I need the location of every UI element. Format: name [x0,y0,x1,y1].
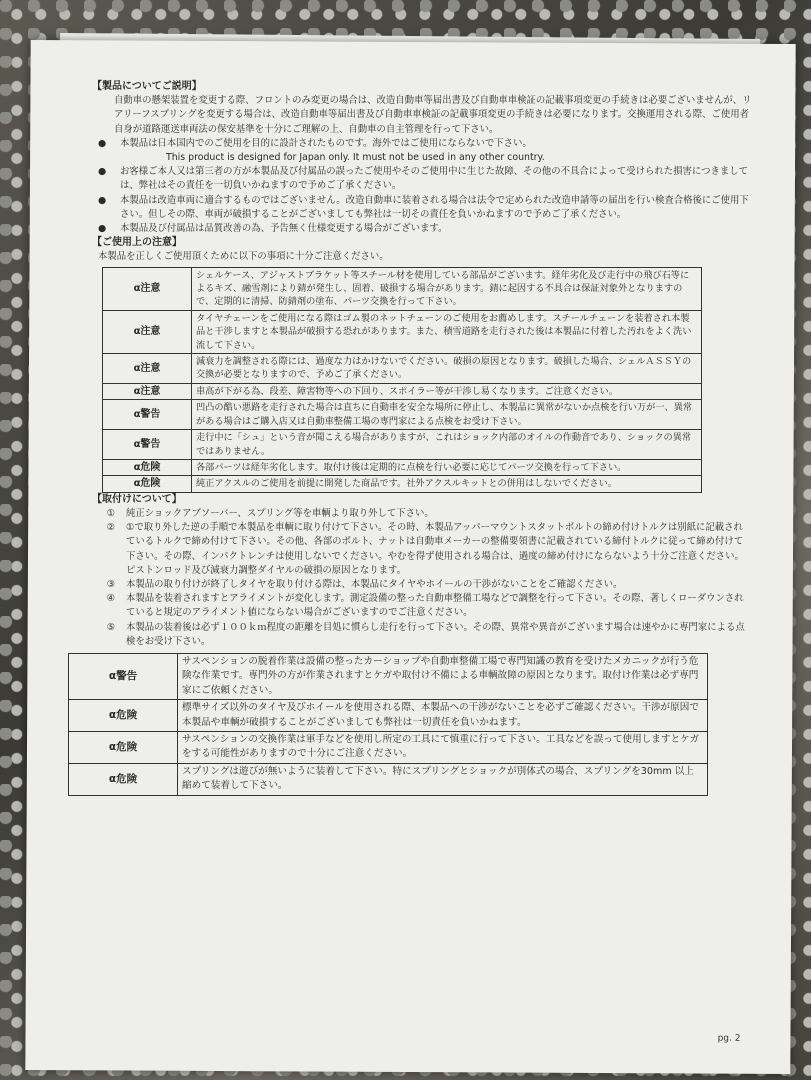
section-heading-product: 【製品についてご説明】 [92,81,202,92]
table-row [103,310,702,353]
warning-text: 各部パーツは経年劣化します。取付け後は定期的に点検を行い必要に応じてパーツ交換を行って下さい。 [192,459,702,475]
bullet-icon: ● [98,223,107,235]
section-heading-installation: 【取付けについて】 [92,493,182,505]
warning-level: α危険 [69,763,178,795]
step-text: 純正ショックアブソーバー、スプリング等を車輌より取り外して下さい。 [126,507,434,519]
table-row [103,354,702,384]
bullet-item [92,222,752,236]
table-row [103,383,702,399]
warning-level: α注意 [103,354,192,384]
usage-warning-table [102,267,702,493]
table-row [103,267,702,310]
warning-level: α警告 [103,400,192,430]
warning-text: サスペンションの交換作業は軍手などを使用し所定の工具にて慎重に行って下さい。工具などを誤って使用しますとケガをする可能性がありますので十分にご注意ください。 [178,732,708,764]
table-row [69,732,708,764]
step-text: 本製品の取り付けが終了しタイヤを取り付ける際は、本製品にタイヤやホイールの干渉がないことをご確認ください。 [126,578,623,590]
bullet-item [92,194,752,222]
warning-text: タイヤチェーンをご使用になる際はゴム製のネットチェーンのご使用をお薦めします。スチールチェーンを装着され本製品と干渉しますと本製品が破損する恐れがあります。また、積雪道路を走行された後は本製品に付着した汚れをよく洗い流して下さい。 [192,310,702,353]
section-heading-usage: 【ご使用上の注意】 [92,237,182,249]
bullet-item [92,165,752,193]
table-row [103,400,702,430]
step-number: ② [106,522,116,534]
product-intro: 自動車の懸架装置を変更する際、フロントのみ変更の場合は、改造自動車等届出書及び自動車車検証の記載事項変更の手続きは必要ございませんが、リアリーフスプリングを変更する場合は、改造自動車等届出書及び自動車車検証の記載事項変更の手続きは必要になります。交換運用される際、ご使用者自身が道路運送車両法の保安基準を十分にご理解の上、自動車の自主管理を行って下さい。 [114,95,752,135]
document-content [92,80,752,796]
warning-text: 純正アクスルのご使用を前提に開発した商品です。社外アクスルキットとの併用はしないでください。 [192,476,702,492]
bullet-icon: ● [98,137,107,149]
step-text: ①で取り外した逆の手順で本製品を車輌に取り付けて下さい。その時、本製品アッパーマウントスタットボルトの締め付けトルクは別紙に記載されているトルクで締め付けて下さい。その他、各部のボルト、ナットは自動車メーカーの整備要領書に記載されている締付トルクに従って締め付けて下さい。その際、インパクトレンチは使用しないでください。やむを得ず使用される場合は、過度の締め付けにならないよう十分ご注意ください。ピストンロッド及び減衰力調整ダイヤルの破損の原因となります。 [126,522,744,576]
installation-step [92,507,752,521]
warning-text: 凹凸の酷い悪路を走行された場合は直ちに自動車を安全な場所に停止し、本製品に異常がないか点検を行い万が一、異常がある場合はご購入店又は自動車整備工場の専門家による点検をお受け下さい。 [192,400,702,430]
table-row [69,653,708,699]
warning-text: シェルケース、アジャストブラケット等スチール材を使用している部品がございます。経年劣化及び走行中の飛び石等によるキズ、融雪剤により錆が発生し、固着、破損する場合があります。錆に起因する不具合は保証対象外となりますので、定期的に清掃、防錆剤の塗布、パーツ交換を行って下さい。 [192,267,702,310]
bullet-icon: ● [98,166,107,178]
table-row [69,763,708,795]
installation-warning-table [68,653,708,796]
warning-level: α警告 [103,430,192,460]
warning-level: α注意 [103,383,192,399]
warning-level: α危険 [103,476,192,492]
page-number: pg. 2 [717,1033,741,1044]
table-row [103,430,702,460]
warning-level: α危険 [103,459,192,475]
installation-step [92,578,752,592]
installation-step [92,592,752,620]
bullet-item [92,137,752,165]
warning-text: 走行中に「シュ」という音が聞こえる場合がありますが、これはショック内部のオイルの作動音であり、ショックの異常ではありません。 [192,430,702,460]
step-number: ① [106,507,116,519]
step-number: ③ [106,578,116,590]
warning-level: α注意 [103,310,192,353]
table-row [103,459,702,475]
warning-level: α危険 [69,700,178,732]
bullet-icon: ● [98,194,107,206]
bullet-text: 本製品は日本国内でのご使用を目的に設計されたものです。海外ではご使用にならないで下さい。 [120,137,532,149]
table-row [69,700,708,732]
step-number: ④ [106,593,116,605]
bullet-text: 本製品は改造車両に適合するものではございません。改造自動車に装着される場合は法令で定められた改造申請等の届出を行い検査合格後にご使用下さい。但しその際、車両が破損することがございましても弊社は一切その責任を負いかねますので予めご了承ください。 [120,194,749,220]
warning-text: 車高が下がる為、段差、障害物等への下回り、スポイラー等が干渉し易くなります。ご注意ください。 [192,383,702,399]
step-text: 本製品を装着されますとアライメントが変化します。測定設備の整った自動車整備工場などで調整を行って下さい。その際、著しくローダウンされていると規定のアライメント値にならない場合がございますのでご注意ください。 [126,593,744,619]
bullet-text-english: This product is designed for Japan only. It must not be used in any other country. [166,152,545,164]
warning-text: スプリングは遊びが無いように装着して下さい。特にスプリングとショックが別体式の場合、スプリングを30mm 以上縮めて装着して下さい。 [178,763,708,795]
warning-level: α警告 [69,653,178,699]
usage-intro: 本製品を正しくご使用頂くために以下の事項に十分ご注意ください。 [98,251,389,263]
warning-text: 減衰力を調整される際には、過度な力はかけないでください。破損の原因となります。破損した場合、シェルＡＳＳＹの交換が必要となりますので、予めご了承ください。 [192,354,702,384]
step-text: 本製品の装着後は必ず１００ｋｍ程度の距離を目処に慣らし走行を行って下さい。その際、異常や異音がございます場合は速やかに専門家による点検をお受け下さい。 [126,621,745,647]
table-row [103,476,702,492]
warning-level: α危険 [69,732,178,764]
warning-level: α注意 [103,267,192,310]
step-number: ⑤ [106,621,116,633]
installation-step [92,521,752,578]
bullet-text: お客様ご本人又は第三者の方が本製品及び付属品の誤ったご使用やそのご使用中に生じた故障、その他の不具合によって受けられた損害につきましては、弊社はその責任を一切負いかねますので予めご了承ください。 [120,166,748,192]
bullet-text: 本製品及び付属品は品質改善の為、予告無く仕様変更する場合がございます。 [120,223,448,235]
warning-text: サスペンションの脱着作業は設備の整ったカーショップや自動車整備工場で専門知識の教育を受けたメカニックが行う危険な作業です。専門外の方が作業されますとケガや取付け不備による車輌故障の原因となります。取付け作業は必ず専門家にご依頼ください。 [178,653,708,699]
warning-text: 標準サイズ以外のタイヤ及びホイールを使用される際、本製品への干渉がないことを必ずご確認ください。干渉が原因で本製品や車輌が破損することがございましても弊社は一切責任を負いかねます。 [178,700,708,732]
installation-step [92,621,752,649]
